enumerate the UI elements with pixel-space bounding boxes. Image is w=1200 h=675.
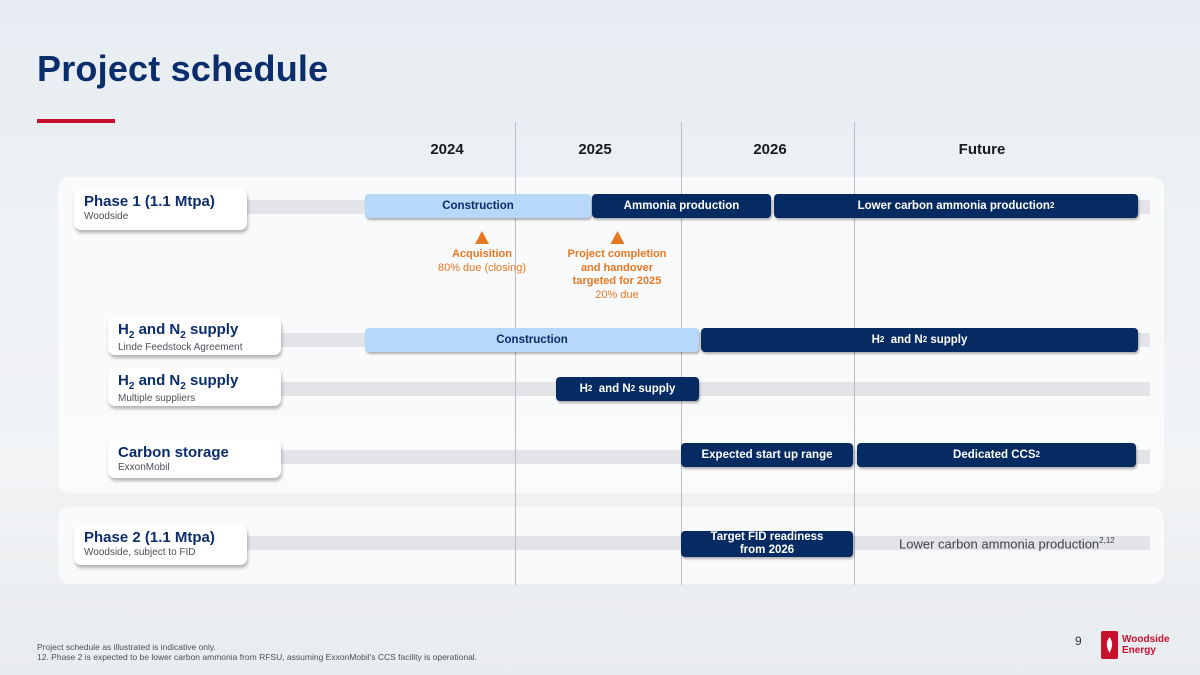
phase1-label (74, 189, 247, 230)
phase2-subtitle: Woodside, subject to FID (84, 547, 196, 558)
linde-label (108, 317, 281, 355)
acquisition-detail: 80% due (closing) (437, 261, 527, 274)
multi-supply-label (108, 368, 281, 406)
phase2-fid-bar: Target FID readiness from 2026 (681, 531, 853, 557)
footnote-disclaimer: Project schedule as illustrated is indicative only. (37, 642, 216, 652)
phase2-future-text: Lower carbon ammonia production$^{2,12}$ (899, 536, 1115, 552)
linde-construction-bar: Construction (365, 328, 699, 352)
acquisition-triangle-icon (475, 231, 489, 244)
carbon-startup-bar: Expected start up range (681, 443, 853, 467)
year-header-2024: 2024 (430, 141, 464, 158)
completion-line3: targeted for 2025 (572, 275, 662, 288)
phase1-ammonia-production-bar: Ammonia production (592, 194, 771, 218)
woodside-logo-text: Woodside Energy (1122, 633, 1170, 656)
footnote-12: 12. Phase 2 is expected to be lower carbon ammonia from RFSU, assuming ExxonMobil's CCS facility is operational. (37, 652, 478, 662)
multi-supply-subtitle: Multiple suppliers (118, 393, 196, 404)
divider-2026-future (854, 122, 855, 585)
linde-subtitle: Linde Feedstock Agreement (118, 342, 243, 353)
completion-line2: and handover (580, 261, 654, 274)
year-header-2025: 2025 (578, 141, 612, 158)
phase1-lower-carbon-bar: Lower carbon ammonia production 2 (774, 194, 1138, 218)
title-accent-line (37, 119, 115, 123)
completion-detail: 20% due (595, 288, 639, 301)
divider-2024-2025 (515, 122, 516, 585)
carbon-ccs-bar: Dedicated CCS 2 (857, 443, 1136, 467)
completion-line1: Project completion (567, 248, 667, 260)
page-title: Project schedule (37, 48, 329, 89)
carbon-label (108, 440, 281, 478)
multi-supply-bar: H 2 and N 2 supply (556, 377, 699, 401)
completion-triangle-icon (610, 231, 624, 244)
completion-milestone (567, 231, 666, 302)
phase2-title: Phase 2 (1.1 Mtpa) (84, 529, 215, 546)
linde-title: $H_2$ and $N_2$ supply (118, 321, 239, 341)
acquisition-milestone (438, 231, 526, 275)
carbon-subtitle: ExxonMobil (118, 462, 170, 473)
woodside-logo (1101, 631, 1170, 659)
multi-supply-title: $H_2$ and $N_2$ supply (118, 372, 239, 392)
phase1-title: Phase 1 (1.1 Mtpa) (84, 193, 215, 210)
phase2-label (74, 525, 247, 565)
page-number: 9 (1075, 634, 1082, 648)
acquisition-label: Acquisition (452, 248, 512, 260)
woodside-logo-icon (1101, 631, 1118, 659)
year-header-2026: 2026 (753, 141, 787, 158)
year-header-future: Future (958, 141, 1006, 158)
phase1-subtitle: Woodside (84, 211, 129, 222)
divider-2025-2026 (681, 122, 682, 585)
carbon-title: Carbon storage (118, 444, 229, 461)
linde-supply-bar: H 2 and N 2 supply (701, 328, 1138, 352)
phase1-construction-bar: Construction (365, 194, 591, 218)
